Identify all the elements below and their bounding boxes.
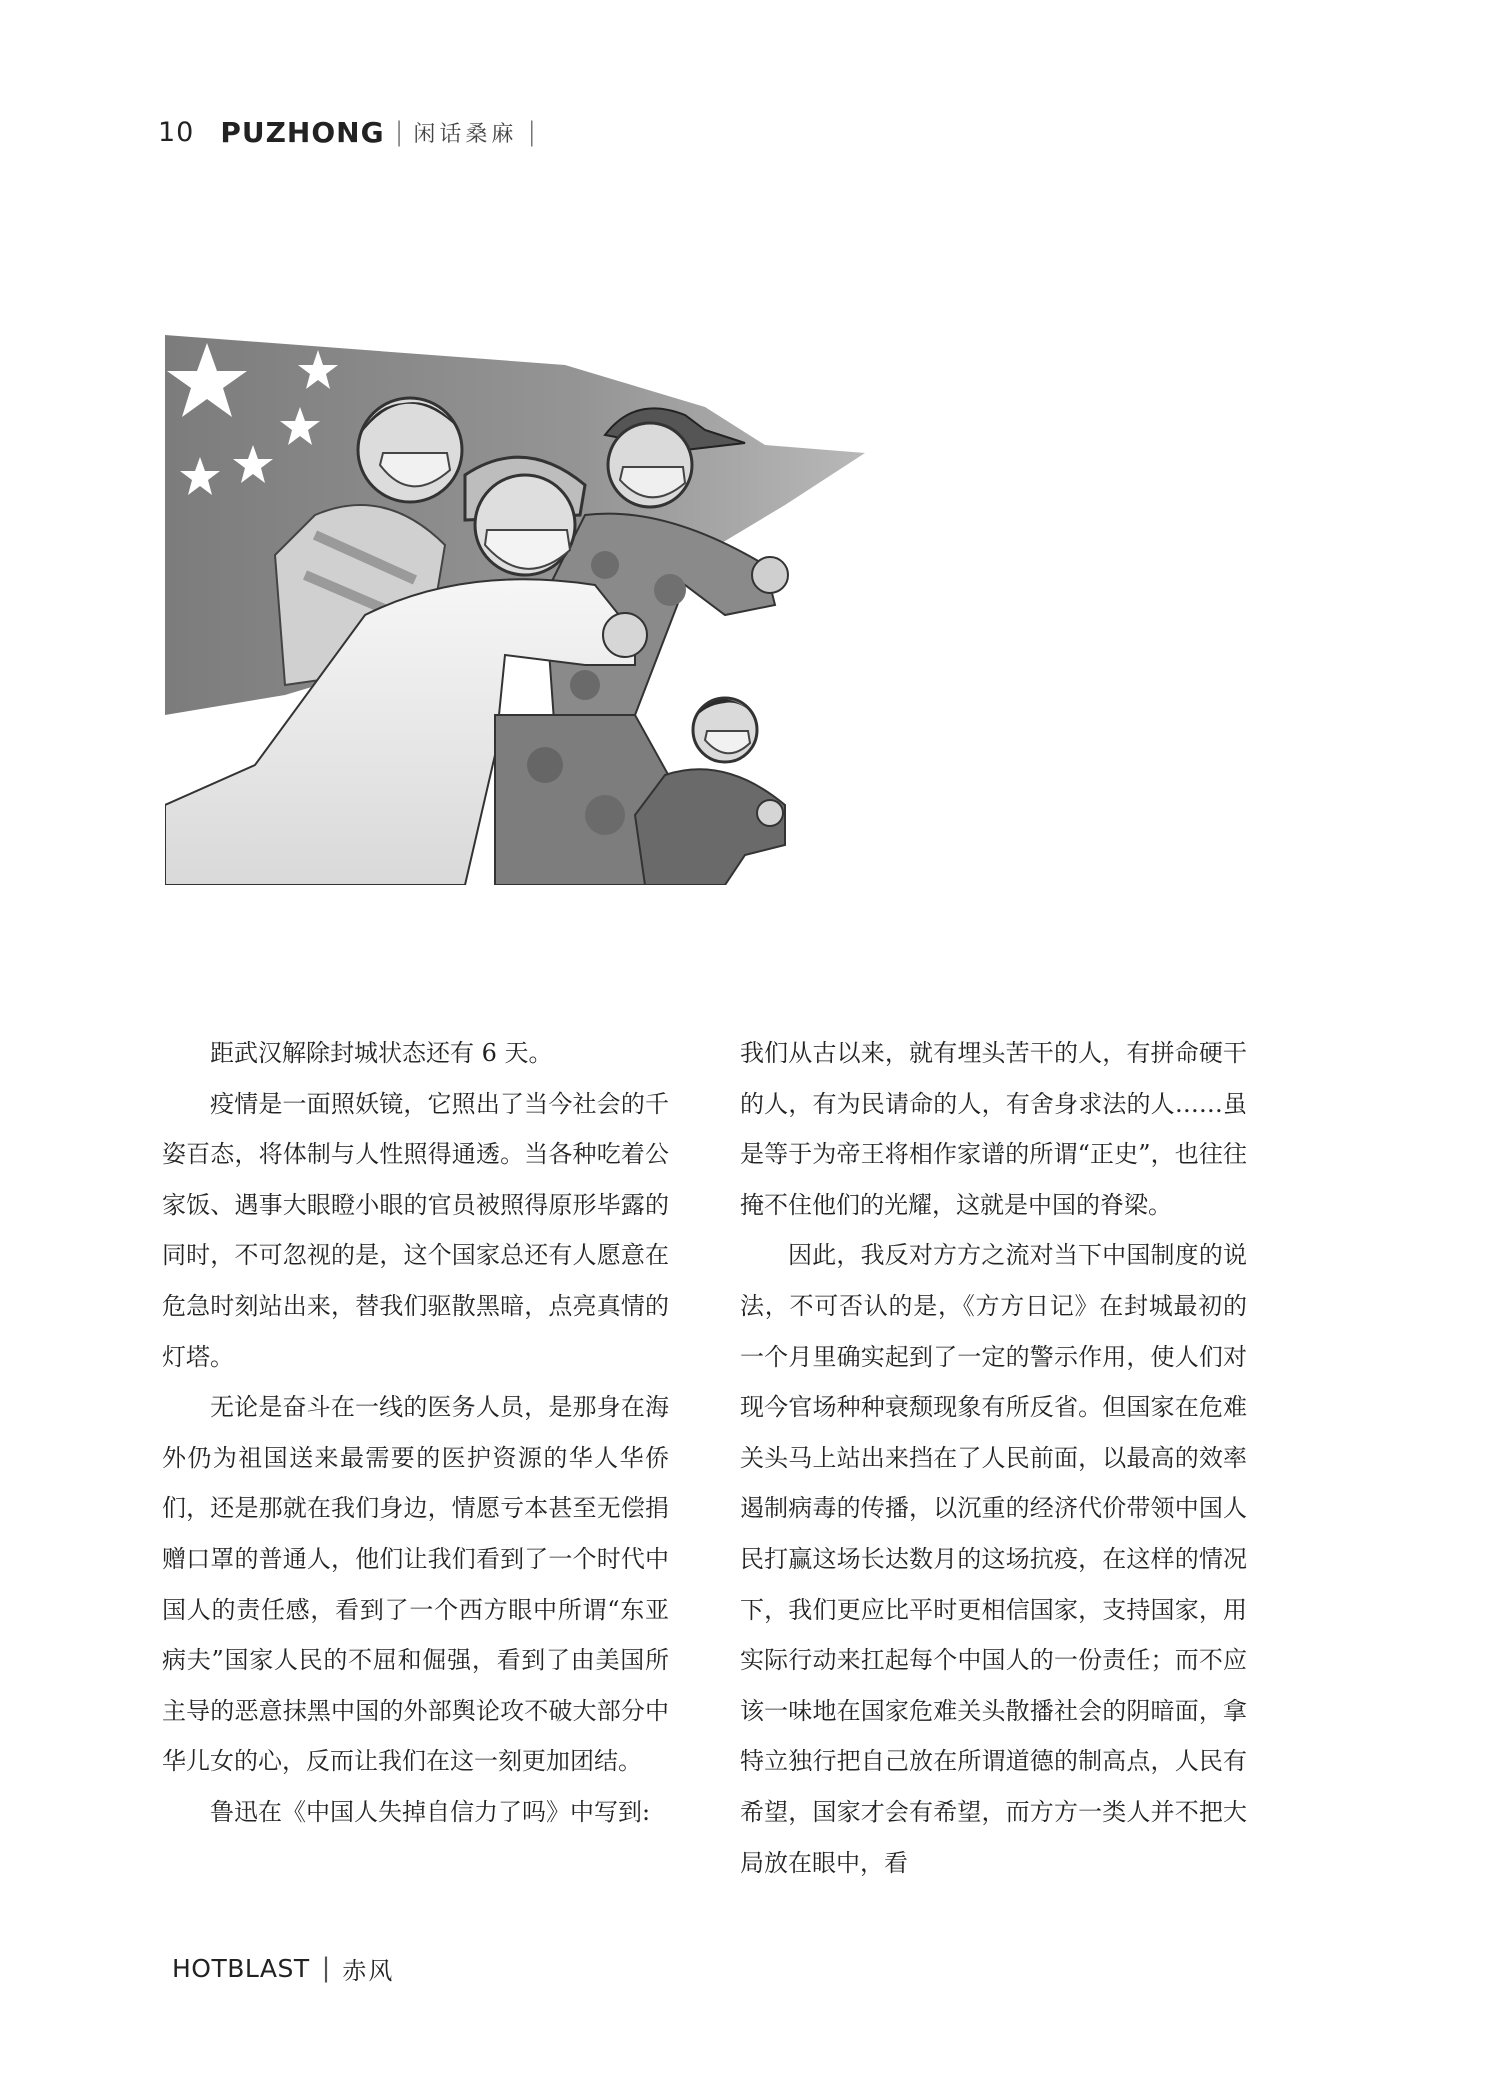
paragraph: 鲁迅在《中国人失掉自信力了吗》中写到: [210, 1797, 651, 1826]
paragraph: 距武汉解除封城状态还有 6 天。 [210, 1039, 553, 1067]
paragraph: 疫情是一面照妖镜，它照出了当今社会的千姿百态，将体制与人性照得通透。当各种吃着公家饭、遇事大眼瞪小眼的官员被照得原形毕露的同时，不可忽视的是，这个国家总还有人愿意在危急时刻站出来，替我们驱散黑暗，点亮真情的灯塔。 [162, 1089, 669, 1371]
footer-separator: | [321, 1953, 331, 1983]
paragraph-continued: 我们从古以来，就有埋头苦干的人，有拼命硬干的人，有为民请命的人，有舍身求法的人……虽是等于为帝王将相作家谱的所谓“正史”，也往往掩不住他们的光耀，这就是中国的脊梁。 [740, 1039, 1247, 1219]
running-footer [172, 1950, 394, 1986]
magazine-name: PUZHONG [220, 115, 385, 149]
article-left-column [162, 1028, 669, 1838]
flag-heroes-illustration-icon [165, 335, 920, 885]
running-header [158, 112, 546, 152]
cover-illustration [165, 335, 920, 885]
paragraph: 无论是奋斗在一线的医务人员，是那身在海外仍为祖国送来最需要的医护资源的华人华侨们，还是那就在我们身边，情愿亏本甚至无偿捐赠口罩的普通人，他们让我们看到了一个时代中国人的责任感，看到了一个西方眼中所谓“东亚病夫”国家人民的不屈和倔强，看到了由美国所主导的恶意抹黑中国的外部舆论攻不破大部分中华儿女的心，反而让我们在这一刻更加团结。 [162, 1393, 669, 1776]
footer-publication-name: HOTBLAST [172, 1953, 310, 1983]
page-number: 10 [158, 116, 195, 148]
header-separator: | [394, 117, 404, 147]
article-right-column [740, 1028, 1247, 1888]
paragraph: 因此，我反对方方之流对当下中国制度的说法，不可否认的是，《方方日记》在封城最初的一个月里确实起到了一定的警示作用，使人们对现今官场种种衰颓现象有所反省。但国家在危难关头马上站出来挡在了人民前面，以最高的效率遏制病毒的传播，以沉重的经济代价带领中国人民打赢这场长达数月的这场抗疫，在这样的情况下，我们更应比平时更相信国家，支持国家，用实际行动来扛起每个中国人的一份责任；而不应该一味地在国家危难关头散播社会的阴暗面，拿特立独行把自己放在所谓道德的制高点，人民有希望，国家才会有希望，而方方一类人并不把大局放在眼中，看 [740, 1241, 1247, 1877]
header-separator-end: | [527, 117, 537, 147]
footer-chinese-name: 赤风 [342, 1956, 395, 1985]
section-title: 闲话桑麻 [413, 121, 518, 147]
